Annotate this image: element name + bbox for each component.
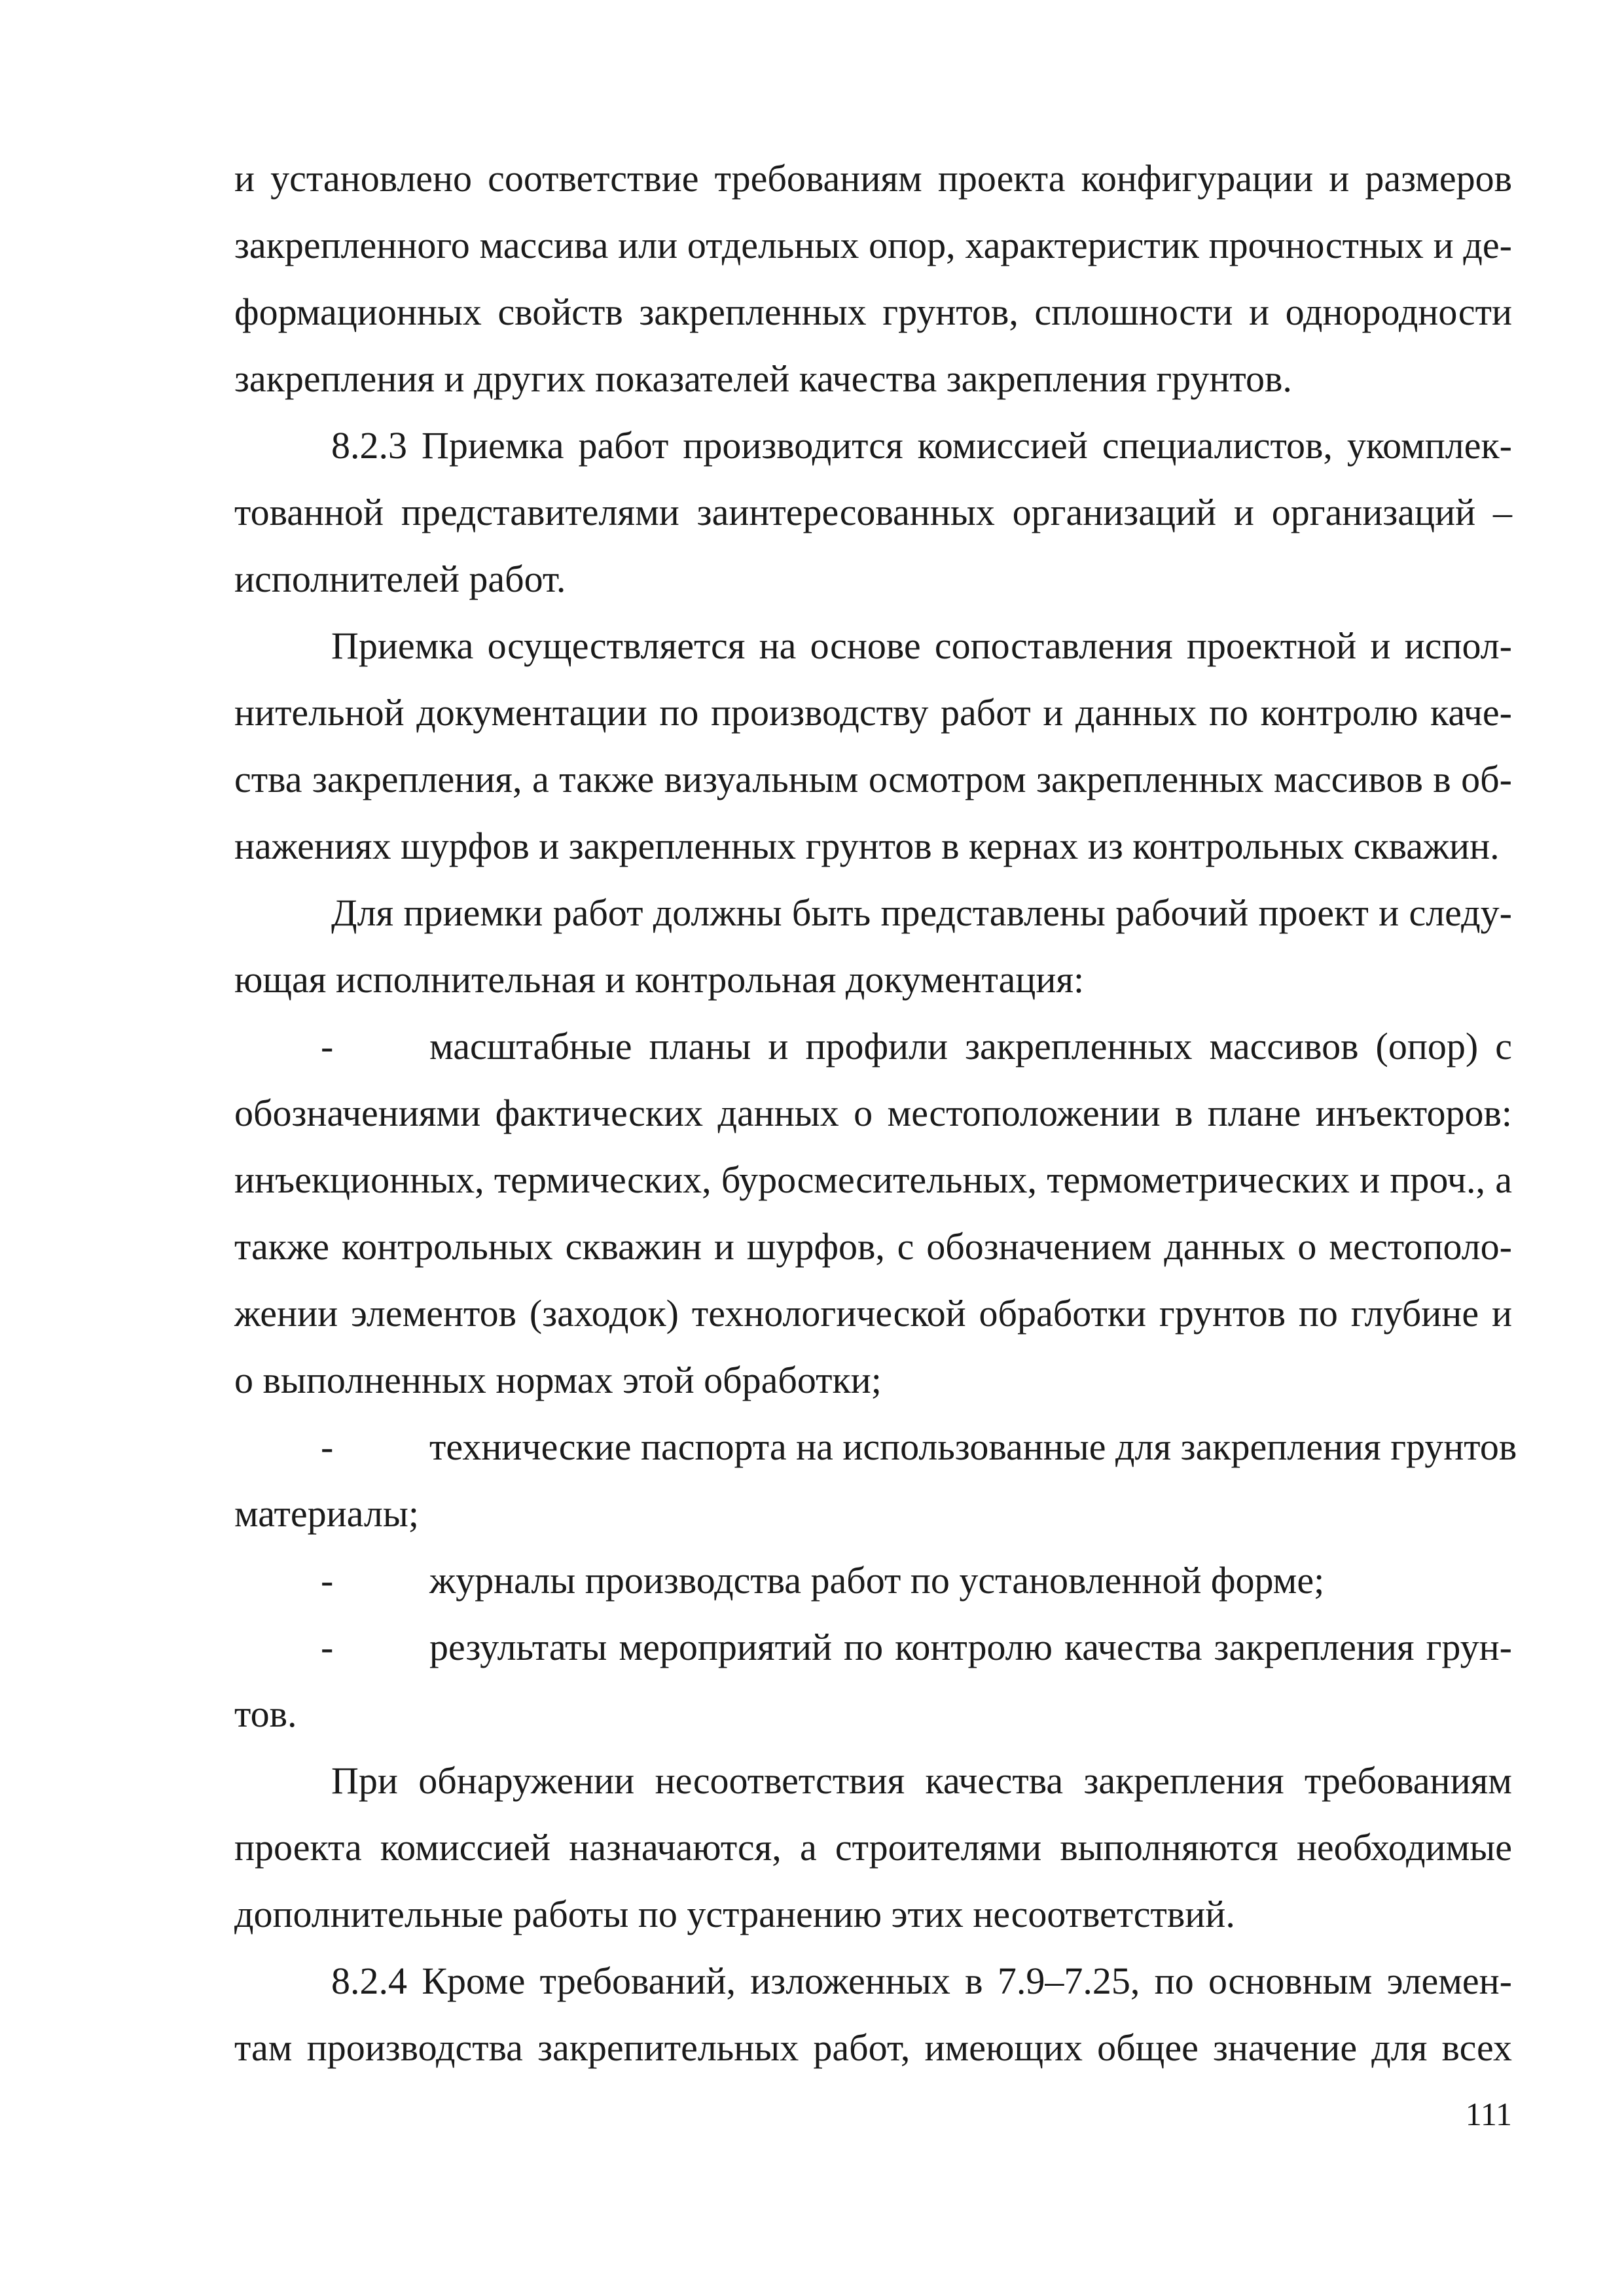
text-line: дополнительные работы по устранению этих несоответствий. xyxy=(234,1893,1235,1935)
text-line: Для приемки работ должны быть представлены рабочий проект и следу- xyxy=(331,891,1512,934)
text-line: 8.2.3 Приемка работ производится комиссией специалистов, укомплек- xyxy=(331,424,1512,467)
text-line: ющая исполнительная и контрольная документация: xyxy=(234,958,1085,1001)
text-line: о выполненных нормах этой обработки; xyxy=(234,1359,882,1401)
text-line: журналы производства работ по установленной форме; xyxy=(429,1559,1325,1602)
text-line: обозначениями фактических данных о местоположении в плане инъекторов: xyxy=(234,1092,1512,1134)
text-line: инъекционных, термических, буросмесительных, термометрических и проч., а xyxy=(234,1158,1512,1201)
text-line: исполнителей работ. xyxy=(234,558,566,600)
text-line: масштабные планы и профили закрепленных массивов (опор) с xyxy=(429,1025,1512,1067)
list-dash: - xyxy=(321,1025,334,1067)
list-dash: - xyxy=(321,1426,334,1468)
text-line: нажениях шурфов и закрепленных грунтов в кернах из контрольных скважин. xyxy=(234,825,1500,867)
text-line: тованной представителями заинтересованных организаций и организаций – xyxy=(234,491,1512,533)
text-line: закрепленного массива или отдельных опор, характеристик прочностных и де- xyxy=(234,224,1512,266)
text-line: там производства закрепительных работ, имеющих общее значение для всех xyxy=(234,2026,1512,2069)
text-line: также контрольных скважин и шурфов, с обозначением данных о местополо- xyxy=(234,1225,1512,1268)
text-line: ства закрепления, а также визуальным осмотром закрепленных массивов в об- xyxy=(234,758,1512,800)
text-line: материалы; xyxy=(234,1492,419,1535)
text-line: жении элементов (заходок) технологической обработки грунтов по глубине и xyxy=(234,1292,1512,1335)
text-line: Приемка осуществляется на основе сопоставления проектной и испол- xyxy=(331,624,1512,667)
text-line: закрепления и других показателей качества закрепления грунтов. xyxy=(234,357,1292,400)
text-line: технические паспорта на использованные для закрепления грунтов xyxy=(429,1426,1517,1468)
text-line: При обнаружении несоответствия качества закрепления требованиям xyxy=(331,1759,1512,1802)
text-line: 8.2.4 Кроме требований, изложенных в 7.9–7.25, по основным элемен- xyxy=(331,1960,1512,2002)
list-dash: - xyxy=(321,1626,334,1668)
text-line: формационных свойств закрепленных грунтов, сплошности и однородности xyxy=(234,291,1512,333)
list-dash: - xyxy=(321,1559,334,1602)
text-line: проекта комиссией назначаются, а строителями выполняются необходимые xyxy=(234,1826,1512,1869)
text-line: нительной документации по производству работ и данных по контролю каче- xyxy=(234,691,1512,734)
text-line: тов. xyxy=(234,1693,297,1735)
page-number: 111 xyxy=(1465,2096,1512,2132)
text-line: результаты мероприятий по контролю качества закрепления грун- xyxy=(429,1626,1512,1668)
text-line: и установлено соответствие требованиям проекта конфигурации и размеров xyxy=(234,157,1512,200)
